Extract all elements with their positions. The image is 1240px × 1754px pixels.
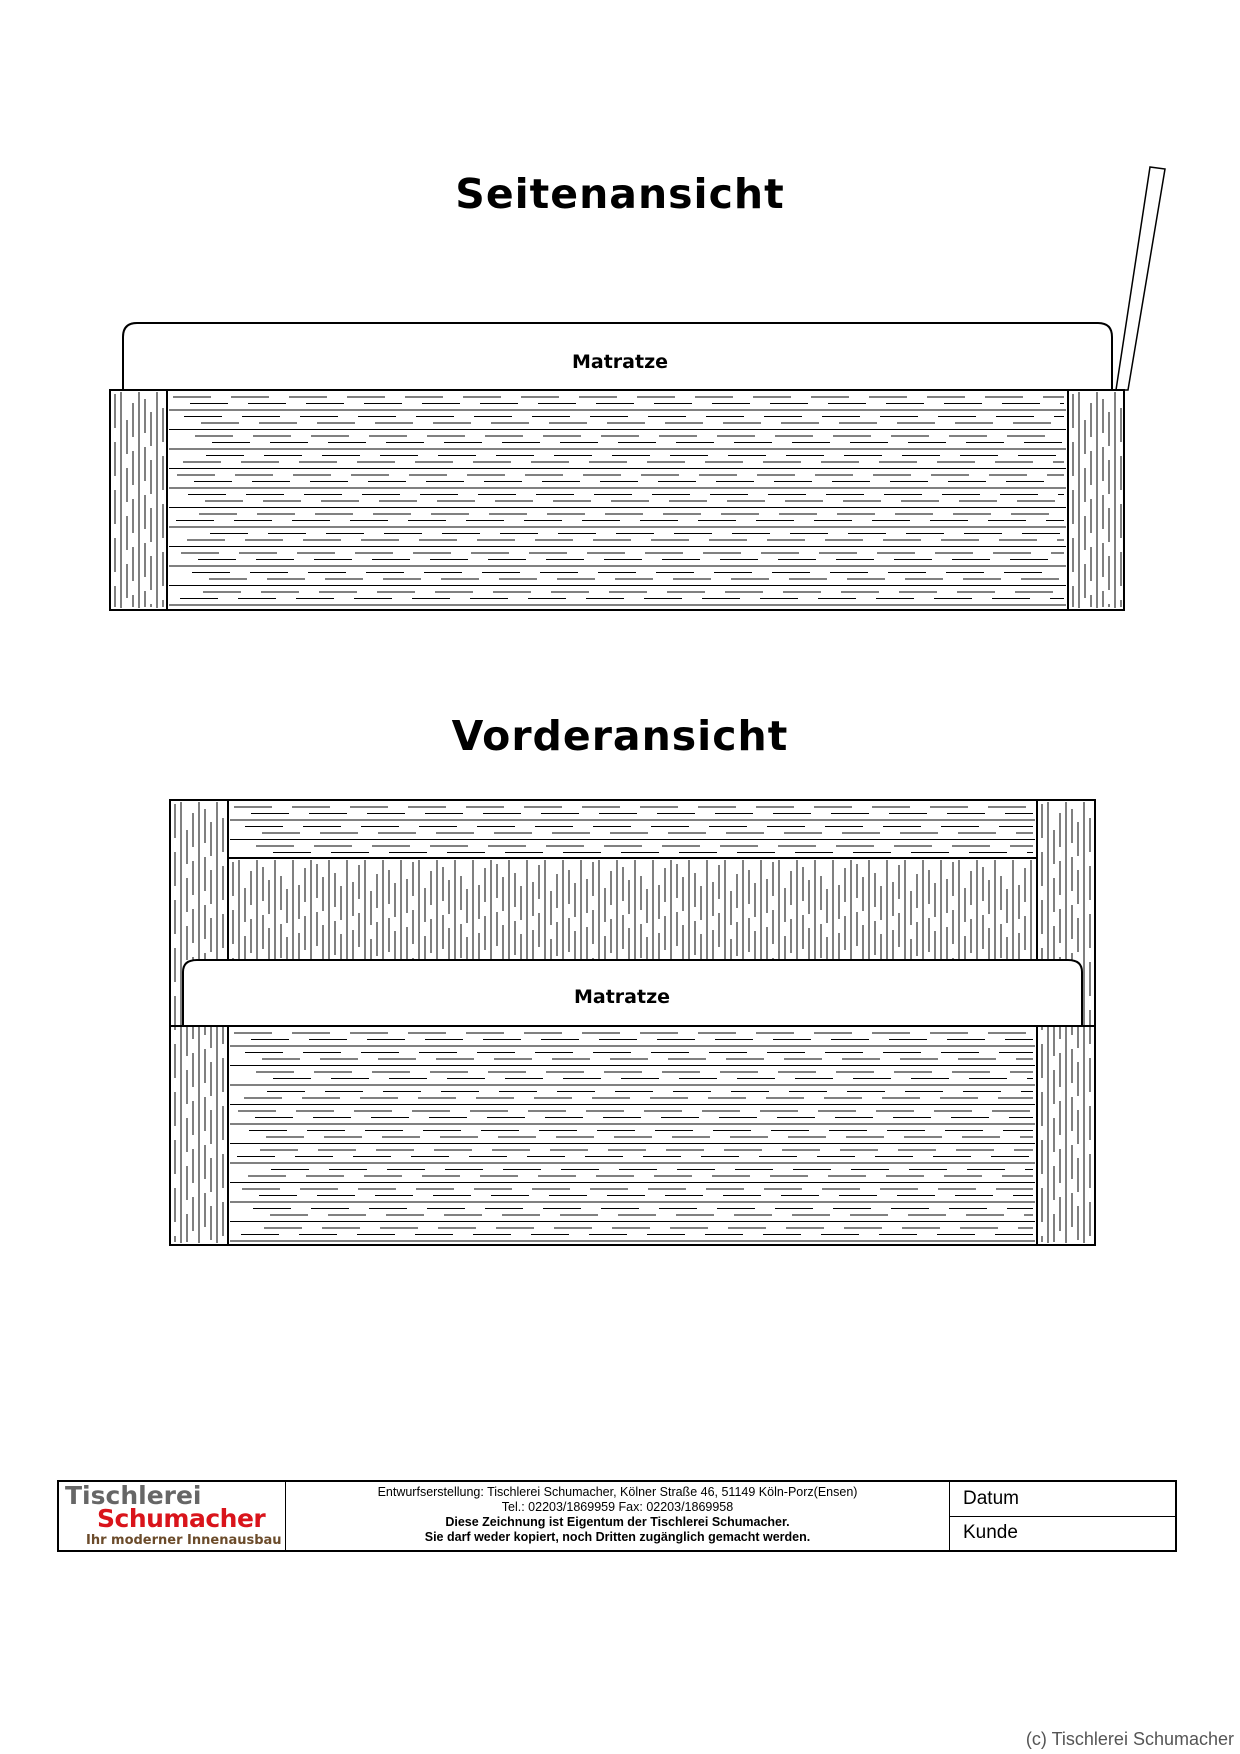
info-line-2: Tel.: 02203/1869959 Fax: 02203/1869958 xyxy=(501,1500,734,1514)
logo-word1-rest: schlerei xyxy=(90,1481,202,1510)
front-view-mattress-label: Matratze xyxy=(573,986,671,1008)
title-block xyxy=(57,1480,1177,1552)
customer-field: Kunde xyxy=(950,1516,1175,1551)
front-view-title: Vorderansicht xyxy=(451,712,789,760)
logo-tagline: Ihr moderner Innenausbau xyxy=(86,1533,282,1548)
company-info xyxy=(286,1482,950,1550)
side-view xyxy=(110,167,1165,610)
side-view-right-post xyxy=(1068,390,1124,610)
side-view-title: Seitenansicht xyxy=(455,170,785,218)
side-view-mattress-label: Matratze xyxy=(571,351,669,373)
date-field: Datum xyxy=(963,1487,1019,1509)
copyright-notice: (c) Tischlerei Schumacher xyxy=(1025,1729,1234,1749)
side-view-headboard xyxy=(1116,167,1165,390)
info-line-1: Entwurfserstellung: Tischlerei Schumacher, Kölner Straße 46, 51149 Köln-Porz(Ensen) xyxy=(377,1485,858,1499)
logo-word2: Schumacher xyxy=(97,1504,266,1533)
company-logo xyxy=(59,1482,286,1550)
title-block-fields xyxy=(950,1482,1175,1550)
info-line-4: Sie darf weder kopiert, noch Dritten zugänglich gemacht werden. xyxy=(424,1530,811,1544)
front-view-top-rail xyxy=(228,800,1037,858)
logo-word1-prefix: Ti xyxy=(65,1481,91,1510)
front-view xyxy=(170,800,1095,1245)
info-line-3: Diese Zeichnung ist Eigentum der Tischlerei Schumacher. xyxy=(445,1515,790,1529)
